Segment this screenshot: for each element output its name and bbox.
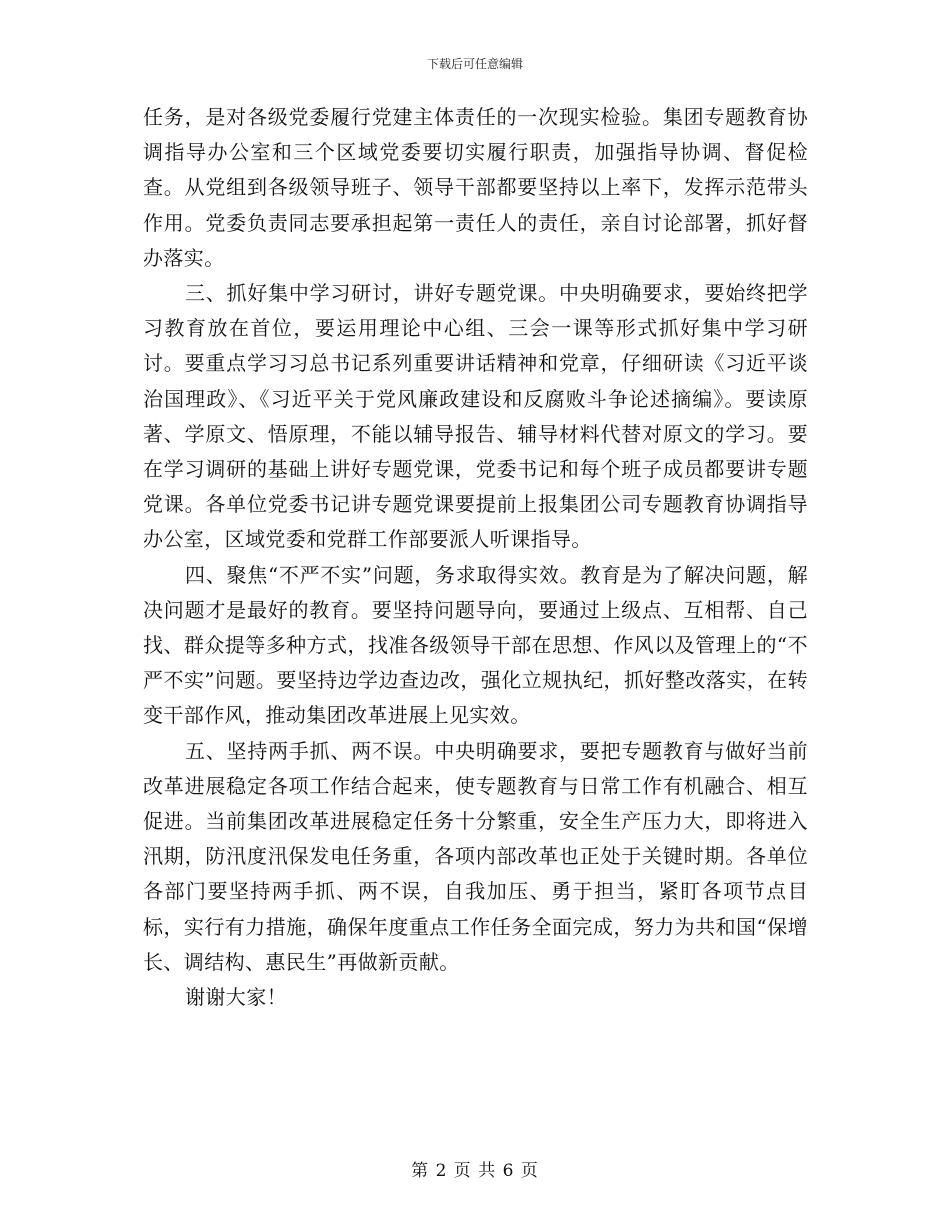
paragraph-closing: 谢谢大家！	[185, 985, 287, 1010]
page-footer: 第 2 页 共 6 页	[411, 1161, 539, 1181]
paragraph-continuation: 任务，是对各级党委履行党建主体责任的一次现实检验。集团专题教育协调指导办公室和三个区域党委要切实履行职责，加强指导协调、督促检查。从党组到各级领导班子、领导干部都要坚持以上率下，发挥示范带头作用。党委负责同志要承担起第一责任人的责任，亲自讨论部署，抓好督办落实。	[143, 105, 808, 270]
paragraph-section-3: 三、抓好集中学习研讨，讲好专题党课。中央明确要求，要始终把学习教育放在首位，要运用理论中心组、三会一课等形式抓好集中学习研讨。要重点学习习总书记系列重要讲话精神和党章，仔细研读《习近平谈治国理政》、《习近平关于党风廉政建设和反腐败斗争论述摘编》。要读原著、学原文、悟原理，不能以辅导报告、辅导材料代替对原文的学习。要在学习调研的基础上讲好专题党课，党委书记和每个班子成员都要讲专题党课。各单位党委书记讲专题党课要提前上报集团公司专题教育协调指导办公室，区域党委和党群工作部要派人听课指导。	[143, 281, 808, 552]
document-body	[143, 100, 808, 1015]
page-header: 下载后可任意编辑	[426, 57, 523, 71]
paragraph-section-4: 四、聚焦“不严不实”问题，务求取得实效。教育是为了解决问题，解决问题才是最好的教育。要坚持问题导向，要通过上级点、互相帮、自己找、群众提等多种方式，找准各级领导干部在思想、作风以及管理上的“不严不实”问题。要坚持边学边查边改，强化立规执纪，抓好整改落实，在转变干部作风，推动集团改革进展上见实效。	[143, 562, 808, 728]
paragraph-section-5: 五、坚持两手抓、两不误。中央明确要求，要把专题教育与做好当前改革进展稳定各项工作结合起来，使专题教育与日常工作有机融合、相互促进。当前集团改革进展稳定任务十分繁重，安全生产压力大，即将进入汛期，防汛度汛保发电任务重，各项内部改革也正处于关键时期。各单位各部门要坚持两手抓、两不误，自我加压、勇于担当，紧盯各项节点目标，实行有力措施，确保年度重点工作任务全面完成，努力为共和国“保增长、调结构、惠民生”再做新贡献。	[143, 738, 808, 974]
